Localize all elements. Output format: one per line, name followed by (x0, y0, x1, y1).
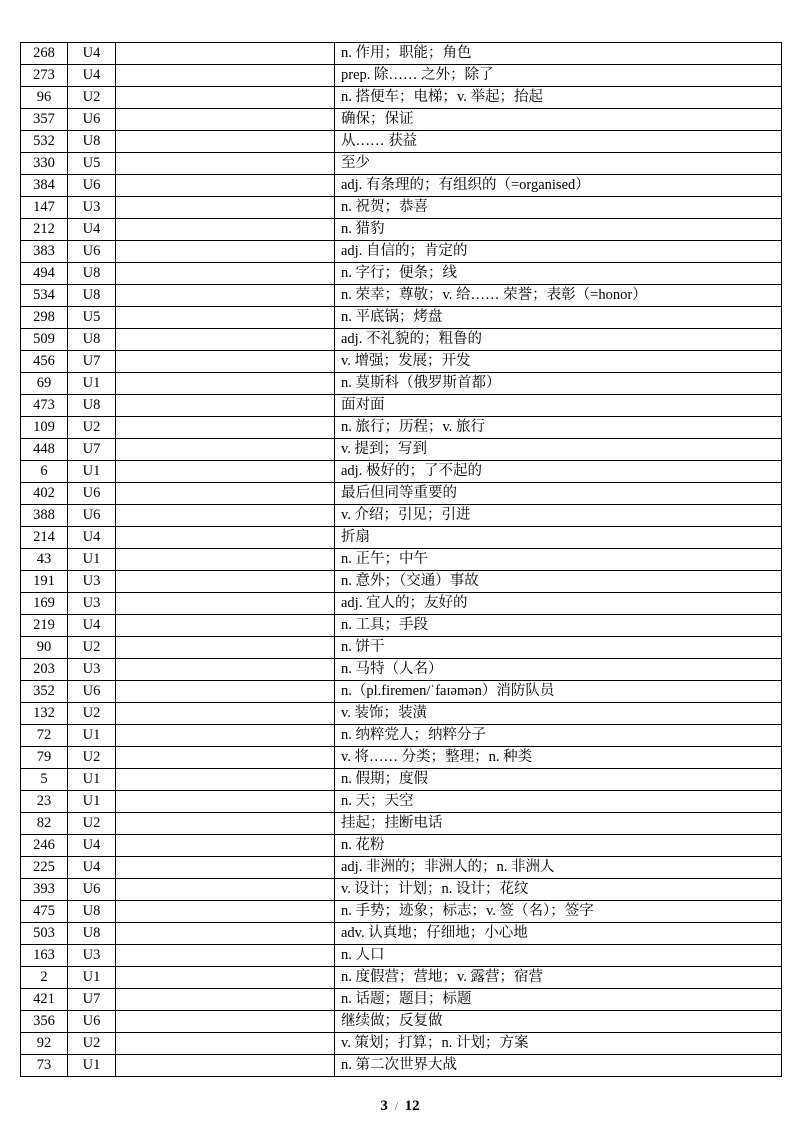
entry-meaning: n. 手势；迹象；标志；v. 签（名）；签字 (335, 901, 782, 923)
entry-unit: U1 (68, 769, 116, 791)
table-row (21, 351, 782, 373)
entry-word (116, 197, 335, 219)
entry-number: 147 (21, 197, 68, 219)
table-row (21, 65, 782, 87)
entry-word (116, 329, 335, 351)
table-row (21, 87, 782, 109)
entry-unit: U6 (68, 681, 116, 703)
entry-number: 273 (21, 65, 68, 87)
entry-number: 268 (21, 43, 68, 65)
entry-unit: U4 (68, 835, 116, 857)
entry-number: 82 (21, 813, 68, 835)
entry-word (116, 263, 335, 285)
entry-meaning: adj. 非洲的；非洲人的；n. 非洲人 (335, 857, 782, 879)
entry-number: 225 (21, 857, 68, 879)
entry-number: 421 (21, 989, 68, 1011)
entry-meaning: 确保；保证 (335, 109, 782, 131)
entry-word (116, 615, 335, 637)
entry-number: 384 (21, 175, 68, 197)
entry-unit: U2 (68, 637, 116, 659)
table-row (21, 329, 782, 351)
entry-number: 383 (21, 241, 68, 263)
entry-unit: U8 (68, 395, 116, 417)
table-row (21, 109, 782, 131)
entry-meaning: v. 介绍；引见；引进 (335, 505, 782, 527)
entry-number: 534 (21, 285, 68, 307)
table-row (21, 263, 782, 285)
entry-unit: U8 (68, 263, 116, 285)
entry-unit: U2 (68, 703, 116, 725)
entry-unit: U3 (68, 593, 116, 615)
table-row (21, 1055, 782, 1077)
table-row (21, 703, 782, 725)
entry-unit: U3 (68, 197, 116, 219)
entry-meaning: v. 装饰；装潢 (335, 703, 782, 725)
table-row (21, 373, 782, 395)
entry-unit: U6 (68, 505, 116, 527)
entry-word (116, 351, 335, 373)
table-row (21, 439, 782, 461)
entry-meaning: n. 正午；中午 (335, 549, 782, 571)
entry-word (116, 307, 335, 329)
entry-word (116, 461, 335, 483)
entry-meaning: n. 人口 (335, 945, 782, 967)
entry-word (116, 153, 335, 175)
entry-number: 212 (21, 219, 68, 241)
entry-meaning: n. 天；天空 (335, 791, 782, 813)
entry-word (116, 747, 335, 769)
entry-number: 23 (21, 791, 68, 813)
entry-meaning: n. 花粉 (335, 835, 782, 857)
entry-meaning: 继续做；反复做 (335, 1011, 782, 1033)
entry-number: 5 (21, 769, 68, 791)
entry-word (116, 989, 335, 1011)
entry-word (116, 65, 335, 87)
entry-number: 92 (21, 1033, 68, 1055)
entry-number: 79 (21, 747, 68, 769)
entry-number: 298 (21, 307, 68, 329)
entry-word (116, 175, 335, 197)
entry-word (116, 857, 335, 879)
entry-word (116, 813, 335, 835)
entry-unit: U5 (68, 307, 116, 329)
entry-word (116, 593, 335, 615)
entry-unit: U6 (68, 879, 116, 901)
entry-unit: U8 (68, 131, 116, 153)
table-row (21, 637, 782, 659)
entry-unit: U1 (68, 967, 116, 989)
table-row (21, 725, 782, 747)
table-row (21, 593, 782, 615)
entry-number: 163 (21, 945, 68, 967)
entry-meaning: 最后但同等重要的 (335, 483, 782, 505)
entry-meaning: n. 字行；便条；线 (335, 263, 782, 285)
entry-meaning: n. 猎豹 (335, 219, 782, 241)
entry-unit: U2 (68, 417, 116, 439)
entry-unit: U1 (68, 549, 116, 571)
entry-number: 191 (21, 571, 68, 593)
entry-unit: U4 (68, 43, 116, 65)
entry-meaning: adj. 自信的；肯定的 (335, 241, 782, 263)
entry-unit: U4 (68, 219, 116, 241)
entry-word (116, 967, 335, 989)
entry-meaning: n. 工具；手段 (335, 615, 782, 637)
table-row (21, 813, 782, 835)
entry-meaning: n. 荣幸；尊敬；v. 给…… 荣誉；表彰（=honor） (335, 285, 782, 307)
table-row (21, 571, 782, 593)
entry-unit: U3 (68, 945, 116, 967)
table-row (21, 923, 782, 945)
entry-meaning: n. 搭便车；电梯；v. 举起；抬起 (335, 87, 782, 109)
entry-meaning: 至少 (335, 153, 782, 175)
entry-word (116, 285, 335, 307)
entry-meaning: 面对面 (335, 395, 782, 417)
entry-meaning: n. 作用；职能；角色 (335, 43, 782, 65)
entry-meaning: n. 度假营；营地；v. 露营；宿营 (335, 967, 782, 989)
entry-number: 203 (21, 659, 68, 681)
entry-number: 448 (21, 439, 68, 461)
entry-word (116, 703, 335, 725)
vocabulary-table (20, 42, 782, 1077)
entry-number: 73 (21, 1055, 68, 1077)
table-row (21, 219, 782, 241)
entry-word (116, 43, 335, 65)
table-row (21, 857, 782, 879)
entry-word (116, 549, 335, 571)
table-row (21, 967, 782, 989)
entry-word (116, 681, 335, 703)
entry-unit: U1 (68, 791, 116, 813)
entry-unit: U1 (68, 1055, 116, 1077)
entry-number: 72 (21, 725, 68, 747)
entry-number: 532 (21, 131, 68, 153)
entry-meaning: adj. 极好的；了不起的 (335, 461, 782, 483)
entry-number: 219 (21, 615, 68, 637)
table-row (21, 153, 782, 175)
entry-meaning: n. 第二次世界大战 (335, 1055, 782, 1077)
entry-unit: U8 (68, 923, 116, 945)
entry-meaning: n. 饼干 (335, 637, 782, 659)
entry-unit: U6 (68, 1011, 116, 1033)
entry-number: 475 (21, 901, 68, 923)
entry-meaning: n. 祝贺；恭喜 (335, 197, 782, 219)
entry-unit: U8 (68, 901, 116, 923)
table-row (21, 945, 782, 967)
entry-number: 456 (21, 351, 68, 373)
entry-meaning: n.（pl.firemen/ˈfaɪəmən）消防队员 (335, 681, 782, 703)
entry-word (116, 659, 335, 681)
entry-meaning: 折扇 (335, 527, 782, 549)
entry-unit: U8 (68, 285, 116, 307)
entry-unit: U5 (68, 153, 116, 175)
entry-meaning: adv. 认真地；仔细地；小心地 (335, 923, 782, 945)
entry-number: 246 (21, 835, 68, 857)
entry-unit: U7 (68, 989, 116, 1011)
entry-number: 356 (21, 1011, 68, 1033)
entry-word (116, 725, 335, 747)
table-row (21, 285, 782, 307)
entry-meaning: n. 平底锅；烤盘 (335, 307, 782, 329)
table-row (21, 461, 782, 483)
table-row (21, 417, 782, 439)
entry-number: 96 (21, 87, 68, 109)
entry-unit: U2 (68, 747, 116, 769)
table-row (21, 549, 782, 571)
table-row (21, 43, 782, 65)
entry-meaning: prep. 除…… 之外；除了 (335, 65, 782, 87)
table-row (21, 659, 782, 681)
table-row (21, 483, 782, 505)
table-row (21, 197, 782, 219)
table-row (21, 835, 782, 857)
entry-meaning: adj. 有条理的；有组织的（=organised） (335, 175, 782, 197)
entry-word (116, 241, 335, 263)
entry-word (116, 571, 335, 593)
entry-meaning: v. 设计；计划；n. 设计；花纹 (335, 879, 782, 901)
entry-word (116, 505, 335, 527)
entry-word (116, 879, 335, 901)
page-separator: / (394, 1099, 398, 1113)
table-row (21, 505, 782, 527)
entry-number: 503 (21, 923, 68, 945)
table-row (21, 879, 782, 901)
entry-number: 473 (21, 395, 68, 417)
table-row (21, 1011, 782, 1033)
entry-unit: U4 (68, 527, 116, 549)
entry-word (116, 901, 335, 923)
entry-number: 2 (21, 967, 68, 989)
entry-meaning: adj. 不礼貌的；粗鲁的 (335, 329, 782, 351)
table-row (21, 175, 782, 197)
entry-unit: U3 (68, 571, 116, 593)
entry-number: 132 (21, 703, 68, 725)
entry-unit: U2 (68, 1033, 116, 1055)
entry-meaning: adj. 宜人的；友好的 (335, 593, 782, 615)
entry-word (116, 527, 335, 549)
table-row (21, 395, 782, 417)
entry-unit: U6 (68, 483, 116, 505)
entry-unit: U6 (68, 175, 116, 197)
entry-meaning: n. 莫斯科（俄罗斯首都） (335, 373, 782, 395)
total-pages-number: 12 (404, 1098, 420, 1114)
entry-unit: U2 (68, 87, 116, 109)
entry-unit: U7 (68, 439, 116, 461)
entry-word (116, 417, 335, 439)
table-row (21, 681, 782, 703)
entry-unit: U4 (68, 857, 116, 879)
entry-number: 509 (21, 329, 68, 351)
entry-word (116, 923, 335, 945)
entry-number: 69 (21, 373, 68, 395)
entry-meaning: n. 旅行；历程；v. 旅行 (335, 417, 782, 439)
entry-word (116, 791, 335, 813)
entry-meaning: n. 纳粹党人；纳粹分子 (335, 725, 782, 747)
entry-word (116, 769, 335, 791)
table-row (21, 989, 782, 1011)
entry-unit: U3 (68, 659, 116, 681)
entry-meaning: v. 策划；打算；n. 计划；方案 (335, 1033, 782, 1055)
entry-number: 90 (21, 637, 68, 659)
table-row (21, 241, 782, 263)
entry-word (116, 637, 335, 659)
entry-unit: U4 (68, 615, 116, 637)
entry-number: 494 (21, 263, 68, 285)
entry-number: 109 (21, 417, 68, 439)
entry-word (116, 109, 335, 131)
entry-word (116, 373, 335, 395)
entry-word (116, 87, 335, 109)
entry-word (116, 219, 335, 241)
entry-unit: U1 (68, 725, 116, 747)
entry-word (116, 1033, 335, 1055)
entry-unit: U6 (68, 241, 116, 263)
entry-number: 352 (21, 681, 68, 703)
table-row (21, 901, 782, 923)
entry-number: 330 (21, 153, 68, 175)
entry-unit: U4 (68, 65, 116, 87)
entry-word (116, 483, 335, 505)
page-footer (0, 1098, 800, 1115)
entry-unit: U7 (68, 351, 116, 373)
entry-meaning: 挂起；挂断电话 (335, 813, 782, 835)
entry-unit: U6 (68, 109, 116, 131)
entry-word (116, 1055, 335, 1077)
entry-word (116, 131, 335, 153)
entry-meaning: v. 增强；发展；开发 (335, 351, 782, 373)
entry-number: 388 (21, 505, 68, 527)
entry-meaning: v. 将…… 分类；整理；n. 种类 (335, 747, 782, 769)
entry-word (116, 835, 335, 857)
entry-number: 402 (21, 483, 68, 505)
entry-word (116, 1011, 335, 1033)
entry-number: 169 (21, 593, 68, 615)
entry-number: 214 (21, 527, 68, 549)
entry-meaning: n. 意外；（交通）事故 (335, 571, 782, 593)
entry-unit: U2 (68, 813, 116, 835)
entry-number: 6 (21, 461, 68, 483)
entry-number: 43 (21, 549, 68, 571)
table-row (21, 1033, 782, 1055)
current-page-number: 3 (380, 1098, 388, 1114)
entry-meaning: n. 假期；度假 (335, 769, 782, 791)
table-row (21, 615, 782, 637)
table-row (21, 769, 782, 791)
entry-word (116, 945, 335, 967)
vocabulary-table-body (21, 43, 782, 1077)
entry-meaning: n. 马特（人名） (335, 659, 782, 681)
entry-meaning: n. 话题；题目；标题 (335, 989, 782, 1011)
entry-meaning: 从…… 获益 (335, 131, 782, 153)
entry-word (116, 439, 335, 461)
table-row (21, 791, 782, 813)
entry-meaning: v. 提到；写到 (335, 439, 782, 461)
table-row (21, 131, 782, 153)
entry-number: 393 (21, 879, 68, 901)
table-row (21, 527, 782, 549)
entry-number: 357 (21, 109, 68, 131)
entry-word (116, 395, 335, 417)
entry-unit: U1 (68, 373, 116, 395)
table-row (21, 307, 782, 329)
entry-unit: U8 (68, 329, 116, 351)
table-row (21, 747, 782, 769)
entry-unit: U1 (68, 461, 116, 483)
